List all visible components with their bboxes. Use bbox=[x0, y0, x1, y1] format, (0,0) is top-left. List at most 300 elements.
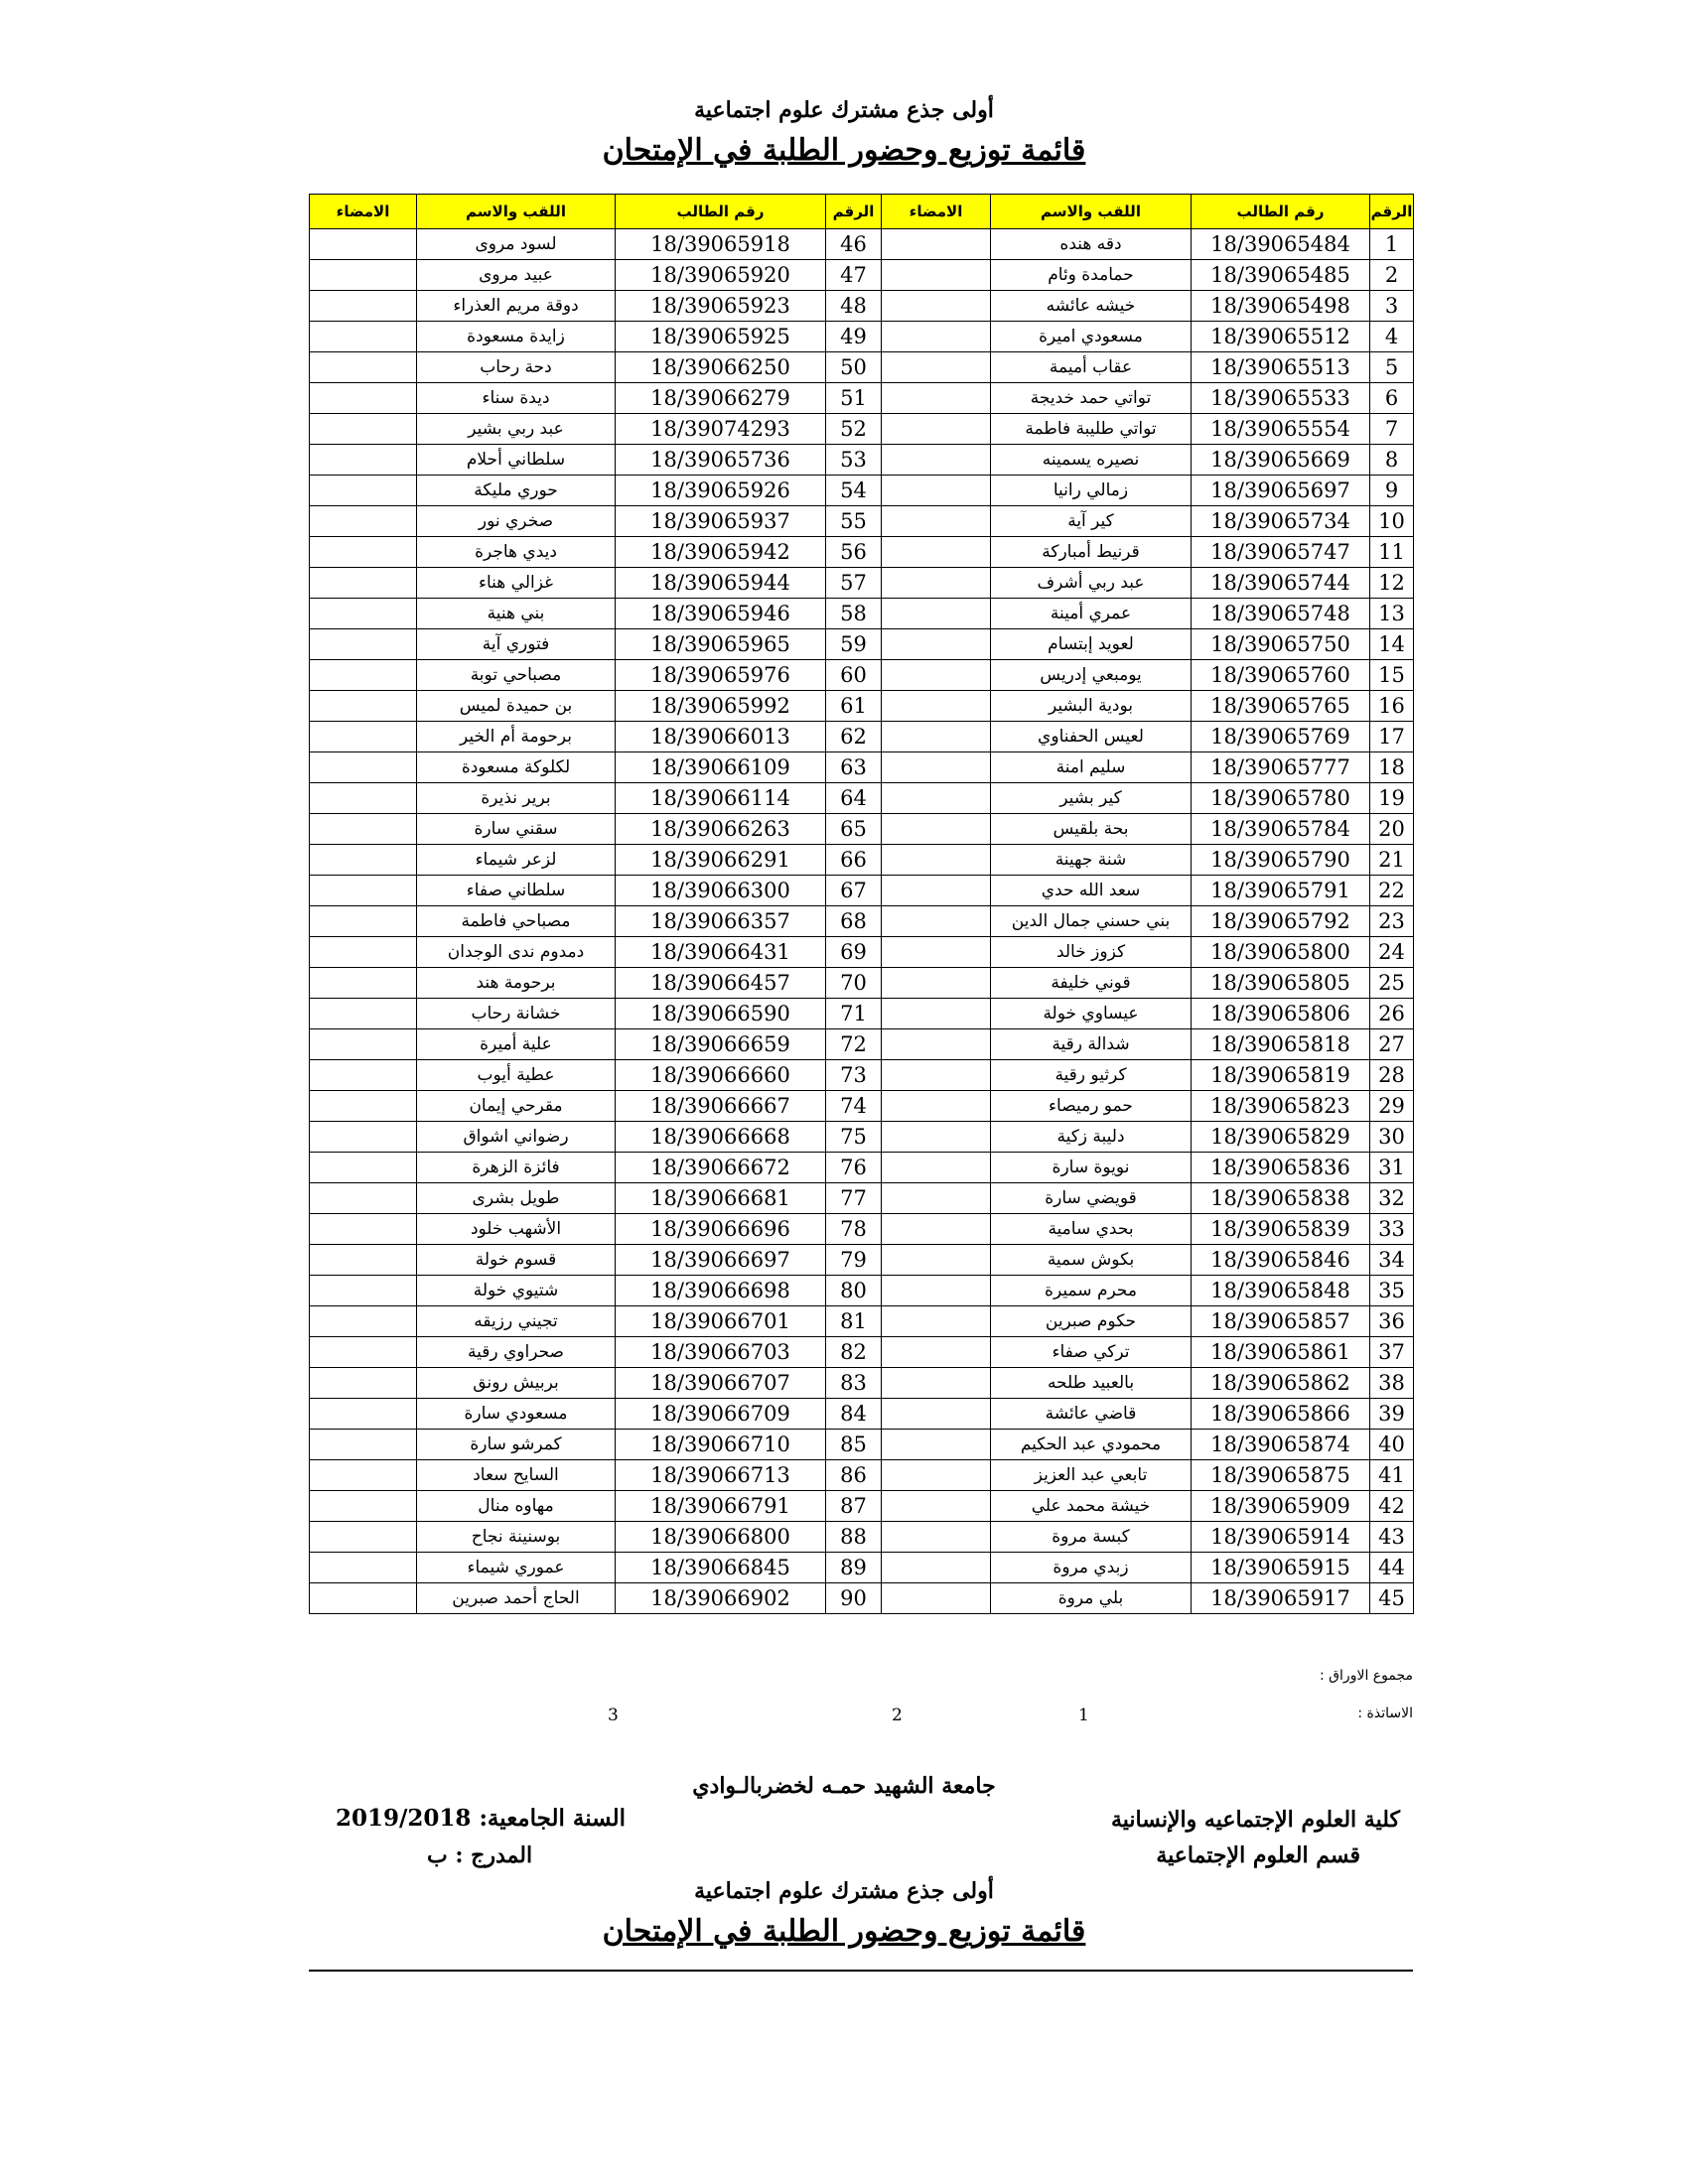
student-id: 18/39065917 bbox=[1192, 1583, 1370, 1614]
student-name: خشانة رحاب bbox=[417, 999, 616, 1029]
student-name: مصباحي فاطمة bbox=[417, 906, 616, 937]
signature-cell bbox=[310, 1306, 417, 1337]
student-name: بوسنينة نجاح bbox=[417, 1522, 616, 1553]
student-id: 18/39065823 bbox=[1192, 1091, 1370, 1122]
student-name: محمودي عبد الحكيم bbox=[991, 1430, 1192, 1460]
student-id: 18/39065744 bbox=[1192, 568, 1370, 599]
student-name: دحة رحاب bbox=[417, 352, 616, 383]
student-id: 18/39066590 bbox=[616, 999, 826, 1029]
table-row bbox=[310, 1306, 1414, 1337]
row-number: 62 bbox=[826, 722, 882, 752]
signature-cell bbox=[882, 1583, 991, 1614]
student-id: 18/39065976 bbox=[616, 660, 826, 691]
student-id: 18/39066709 bbox=[616, 1399, 826, 1430]
student-id: 18/39066114 bbox=[616, 783, 826, 814]
row-number: 19 bbox=[1370, 783, 1414, 814]
divider bbox=[309, 1970, 1413, 1972]
total-sheets-label: مجموع الاوراق : bbox=[1320, 1668, 1413, 1684]
student-name: بحدي سامية bbox=[991, 1214, 1192, 1245]
signature-cell bbox=[882, 1245, 991, 1276]
student-id: 18/39065750 bbox=[1192, 629, 1370, 660]
signature-cell bbox=[882, 1060, 991, 1091]
row-number: 66 bbox=[826, 845, 882, 876]
student-id: 18/39066659 bbox=[616, 1029, 826, 1060]
signature-cell bbox=[310, 1491, 417, 1522]
student-name: فتوري آية bbox=[417, 629, 616, 660]
signature-cell bbox=[310, 1060, 417, 1091]
student-name: رضواني اشواق bbox=[417, 1122, 616, 1153]
signature-cell bbox=[882, 752, 991, 783]
signature-cell bbox=[310, 1276, 417, 1306]
student-name: صخري نور bbox=[417, 506, 616, 537]
signature-cell bbox=[882, 1430, 991, 1460]
row-number: 23 bbox=[1370, 906, 1414, 937]
row-number: 22 bbox=[1370, 876, 1414, 906]
row-number: 59 bbox=[826, 629, 882, 660]
student-name: الحاج أحمد صبرين bbox=[417, 1583, 616, 1614]
table-row bbox=[310, 1029, 1414, 1060]
student-id: 18/39065923 bbox=[616, 291, 826, 322]
student-id: 18/39065736 bbox=[616, 445, 826, 476]
table-row bbox=[310, 352, 1414, 383]
row-number: 63 bbox=[826, 752, 882, 783]
table-row bbox=[310, 322, 1414, 352]
student-name: مسعودي اميرة bbox=[991, 322, 1192, 352]
row-number: 58 bbox=[826, 599, 882, 629]
signature-cell bbox=[310, 1183, 417, 1214]
signature-cell bbox=[882, 660, 991, 691]
table-row bbox=[310, 1399, 1414, 1430]
student-id: 18/39065818 bbox=[1192, 1029, 1370, 1060]
student-id: 18/39065846 bbox=[1192, 1245, 1370, 1276]
table-row bbox=[310, 506, 1414, 537]
signature-cell bbox=[310, 1368, 417, 1399]
table-row bbox=[310, 999, 1414, 1029]
row-number: 35 bbox=[1370, 1276, 1414, 1306]
row-number: 7 bbox=[1370, 414, 1414, 445]
student-id: 18/39066698 bbox=[616, 1276, 826, 1306]
signature-cell bbox=[310, 1337, 417, 1368]
student-id: 18/39066696 bbox=[616, 1214, 826, 1245]
table-row bbox=[310, 1368, 1414, 1399]
row-number: 40 bbox=[1370, 1430, 1414, 1460]
student-name: يومبعي إدريس bbox=[991, 660, 1192, 691]
signature-cell bbox=[310, 1583, 417, 1614]
table-row bbox=[310, 568, 1414, 599]
student-name: بلي مروة bbox=[991, 1583, 1192, 1614]
student-name: عيساوي خولة bbox=[991, 999, 1192, 1029]
row-number: 67 bbox=[826, 876, 882, 906]
page-title: قائمة توزيع وحضور الطلبة في الإمتحان bbox=[602, 133, 1086, 168]
student-id: 18/39066291 bbox=[616, 845, 826, 876]
exam-hall: المدرج : ب bbox=[427, 1843, 533, 1868]
university-name: جامعة الشهيد حمـه لخضربالـوادي bbox=[692, 1773, 996, 1799]
student-id: 18/39065909 bbox=[1192, 1491, 1370, 1522]
signature-cell bbox=[310, 599, 417, 629]
signature-cell bbox=[882, 1183, 991, 1214]
signature-cell bbox=[310, 352, 417, 383]
student-id: 18/39065784 bbox=[1192, 814, 1370, 845]
table-row bbox=[310, 783, 1414, 814]
row-number: 37 bbox=[1370, 1337, 1414, 1368]
signature-cell bbox=[310, 1153, 417, 1183]
student-id: 18/39065805 bbox=[1192, 968, 1370, 999]
signature-cell bbox=[310, 752, 417, 783]
row-number: 79 bbox=[826, 1245, 882, 1276]
signature-cell bbox=[310, 1430, 417, 1460]
student-name: لعويد إبتسام bbox=[991, 629, 1192, 660]
student-name: السايح سعاد bbox=[417, 1460, 616, 1491]
signature-cell bbox=[310, 722, 417, 752]
student-name: دمدوم ندى الوجدان bbox=[417, 937, 616, 968]
row-number: 36 bbox=[1370, 1306, 1414, 1337]
header-name: اللقب والاسم bbox=[991, 195, 1192, 229]
signature-cell bbox=[310, 291, 417, 322]
student-id: 18/39065915 bbox=[1192, 1553, 1370, 1583]
student-id: 18/39065734 bbox=[1192, 506, 1370, 537]
signature-cell bbox=[310, 383, 417, 414]
signature-cell bbox=[882, 1153, 991, 1183]
table-row bbox=[310, 906, 1414, 937]
student-id: 18/39066697 bbox=[616, 1245, 826, 1276]
row-number: 32 bbox=[1370, 1183, 1414, 1214]
row-number: 89 bbox=[826, 1553, 882, 1583]
signature-cell bbox=[310, 445, 417, 476]
signature-cell bbox=[310, 537, 417, 568]
student-name: الأشهب خلود bbox=[417, 1214, 616, 1245]
table-row bbox=[310, 814, 1414, 845]
row-number: 18 bbox=[1370, 752, 1414, 783]
student-id: 18/39065697 bbox=[1192, 476, 1370, 506]
row-number: 70 bbox=[826, 968, 882, 999]
student-name: بن حميدة لميس bbox=[417, 691, 616, 722]
table-row bbox=[310, 1553, 1414, 1583]
row-number: 65 bbox=[826, 814, 882, 845]
signature-cell bbox=[310, 1399, 417, 1430]
student-id: 18/39066013 bbox=[616, 722, 826, 752]
row-number: 29 bbox=[1370, 1091, 1414, 1122]
row-number: 3 bbox=[1370, 291, 1414, 322]
signature-cell bbox=[310, 1091, 417, 1122]
student-name: حمامدة وئام bbox=[991, 260, 1192, 291]
table-body bbox=[310, 229, 1414, 1614]
student-id: 18/39065836 bbox=[1192, 1153, 1370, 1183]
student-name: عطية أيوب bbox=[417, 1060, 616, 1091]
student-id: 18/39065866 bbox=[1192, 1399, 1370, 1430]
table-row bbox=[310, 1153, 1414, 1183]
signature-cell bbox=[882, 414, 991, 445]
row-number: 61 bbox=[826, 691, 882, 722]
student-id: 18/39065874 bbox=[1192, 1430, 1370, 1460]
table-row bbox=[310, 414, 1414, 445]
student-id: 18/39065848 bbox=[1192, 1276, 1370, 1306]
professor-number: 3 bbox=[608, 1706, 619, 1725]
student-id: 18/39066703 bbox=[616, 1337, 826, 1368]
row-number: 85 bbox=[826, 1430, 882, 1460]
signature-cell bbox=[882, 845, 991, 876]
row-number: 45 bbox=[1370, 1583, 1414, 1614]
student-id: 18/39065838 bbox=[1192, 1183, 1370, 1214]
row-number: 71 bbox=[826, 999, 882, 1029]
signature-cell bbox=[310, 906, 417, 937]
table-row bbox=[310, 1060, 1414, 1091]
row-number: 6 bbox=[1370, 383, 1414, 414]
student-name: تجيني رزيقه bbox=[417, 1306, 616, 1337]
signature-cell bbox=[882, 322, 991, 352]
student-id: 18/39065829 bbox=[1192, 1122, 1370, 1153]
row-number: 75 bbox=[826, 1122, 882, 1153]
signature-cell bbox=[310, 1460, 417, 1491]
student-name: بكوش سمية bbox=[991, 1245, 1192, 1276]
row-number: 1 bbox=[1370, 229, 1414, 260]
row-number: 44 bbox=[1370, 1553, 1414, 1583]
table-row bbox=[310, 476, 1414, 506]
student-name: صحراوي رقية bbox=[417, 1337, 616, 1368]
student-name: خيشة محمد علي bbox=[991, 1491, 1192, 1522]
table-header-row bbox=[310, 195, 1414, 229]
student-name: ديدي هاجرة bbox=[417, 537, 616, 568]
student-id: 18/39065513 bbox=[1192, 352, 1370, 383]
header-signature: الامضاء bbox=[882, 195, 991, 229]
student-name: سقني سارة bbox=[417, 814, 616, 845]
row-number: 10 bbox=[1370, 506, 1414, 537]
student-name: عبد ربي أشرف bbox=[991, 568, 1192, 599]
signature-cell bbox=[882, 1306, 991, 1337]
row-number: 57 bbox=[826, 568, 882, 599]
student-name: عبد ربي بشير bbox=[417, 414, 616, 445]
table-row bbox=[310, 383, 1414, 414]
signature-cell bbox=[310, 1522, 417, 1553]
header-student-id: رقم الطالب bbox=[1192, 195, 1370, 229]
table-row bbox=[310, 445, 1414, 476]
student-id: 18/39065512 bbox=[1192, 322, 1370, 352]
attendance-table bbox=[309, 194, 1414, 1614]
row-number: 87 bbox=[826, 1491, 882, 1522]
student-id: 18/39066845 bbox=[616, 1553, 826, 1583]
row-number: 55 bbox=[826, 506, 882, 537]
signature-cell bbox=[310, 568, 417, 599]
signature-cell bbox=[310, 691, 417, 722]
signature-cell bbox=[882, 1337, 991, 1368]
student-name: مقرحي إيمان bbox=[417, 1091, 616, 1122]
signature-cell bbox=[882, 599, 991, 629]
row-number: 51 bbox=[826, 383, 882, 414]
student-name: تركي صفاء bbox=[991, 1337, 1192, 1368]
student-name: فائزة الزهرة bbox=[417, 1153, 616, 1183]
student-name: دقه هنده bbox=[991, 229, 1192, 260]
student-id: 18/39065669 bbox=[1192, 445, 1370, 476]
signature-cell bbox=[310, 1553, 417, 1583]
professors-label: الاساتذة : bbox=[1357, 1706, 1413, 1721]
footer-subtitle: أولى جذع مشترك علوم اجتماعية bbox=[694, 1878, 994, 1904]
signature-cell bbox=[310, 1029, 417, 1060]
row-number: 9 bbox=[1370, 476, 1414, 506]
signature-cell bbox=[310, 229, 417, 260]
row-number: 25 bbox=[1370, 968, 1414, 999]
signature-cell bbox=[882, 476, 991, 506]
signature-cell bbox=[882, 1122, 991, 1153]
table-row bbox=[310, 1583, 1414, 1614]
student-name: زمالي رانيا bbox=[991, 476, 1192, 506]
row-number: 68 bbox=[826, 906, 882, 937]
student-name: شنة جهينة bbox=[991, 845, 1192, 876]
student-name: شتيوي خولة bbox=[417, 1276, 616, 1306]
signature-cell bbox=[882, 352, 991, 383]
signature-cell bbox=[310, 660, 417, 691]
table-row bbox=[310, 1430, 1414, 1460]
row-number: 49 bbox=[826, 322, 882, 352]
row-number: 48 bbox=[826, 291, 882, 322]
row-number: 60 bbox=[826, 660, 882, 691]
signature-cell bbox=[882, 1368, 991, 1399]
student-id: 18/39065769 bbox=[1192, 722, 1370, 752]
row-number: 64 bbox=[826, 783, 882, 814]
signature-cell bbox=[882, 722, 991, 752]
row-number: 17 bbox=[1370, 722, 1414, 752]
row-number: 80 bbox=[826, 1276, 882, 1306]
student-name: سعد الله حدي bbox=[991, 876, 1192, 906]
table-row bbox=[310, 1122, 1414, 1153]
table-row bbox=[310, 1491, 1414, 1522]
signature-cell bbox=[882, 383, 991, 414]
student-id: 18/39065765 bbox=[1192, 691, 1370, 722]
student-name: تواتي حمد خديجة bbox=[991, 383, 1192, 414]
student-id: 18/39065790 bbox=[1192, 845, 1370, 876]
table-row bbox=[310, 1337, 1414, 1368]
student-id: 18/39065498 bbox=[1192, 291, 1370, 322]
student-name: مسعودي سارة bbox=[417, 1399, 616, 1430]
table-row bbox=[310, 1245, 1414, 1276]
signature-cell bbox=[882, 1460, 991, 1491]
student-name: نويوة سارة bbox=[991, 1153, 1192, 1183]
student-name: قرنيط أمباركة bbox=[991, 537, 1192, 568]
header-name: اللقب والاسم bbox=[417, 195, 616, 229]
signature-cell bbox=[882, 506, 991, 537]
row-number: 34 bbox=[1370, 1245, 1414, 1276]
table-row bbox=[310, 629, 1414, 660]
professor-number: 2 bbox=[892, 1706, 903, 1725]
signature-cell bbox=[310, 629, 417, 660]
student-id: 18/39065800 bbox=[1192, 937, 1370, 968]
signature-cell bbox=[882, 876, 991, 906]
student-name: سلطاني أحلام bbox=[417, 445, 616, 476]
signature-cell bbox=[310, 1214, 417, 1245]
academic-year: السنة الجامعية: 2019/2018 bbox=[336, 1805, 627, 1832]
row-number: 90 bbox=[826, 1583, 882, 1614]
signature-cell bbox=[882, 906, 991, 937]
table-row bbox=[310, 660, 1414, 691]
signature-cell bbox=[882, 1399, 991, 1430]
student-name: شدالة رقية bbox=[991, 1029, 1192, 1060]
student-id: 18/39065965 bbox=[616, 629, 826, 660]
table-row bbox=[310, 876, 1414, 906]
student-id: 18/39065792 bbox=[1192, 906, 1370, 937]
row-number: 20 bbox=[1370, 814, 1414, 845]
table-row bbox=[310, 1214, 1414, 1245]
row-number: 56 bbox=[826, 537, 882, 568]
signature-cell bbox=[882, 1214, 991, 1245]
row-number: 88 bbox=[826, 1522, 882, 1553]
student-id: 18/39065944 bbox=[616, 568, 826, 599]
student-name: لزعر شيماء bbox=[417, 845, 616, 876]
student-name: لسود مروى bbox=[417, 229, 616, 260]
table-row bbox=[310, 1460, 1414, 1491]
student-name: دليبة زكية bbox=[991, 1122, 1192, 1153]
table-row bbox=[310, 1276, 1414, 1306]
student-id: 18/39066710 bbox=[616, 1430, 826, 1460]
signature-cell bbox=[882, 1491, 991, 1522]
student-name: كبسة مروة bbox=[991, 1522, 1192, 1553]
row-number: 82 bbox=[826, 1337, 882, 1368]
student-name: عمري أمينة bbox=[991, 599, 1192, 629]
row-number: 2 bbox=[1370, 260, 1414, 291]
signature-cell bbox=[310, 937, 417, 968]
row-number: 47 bbox=[826, 260, 882, 291]
student-name: قوني خليفة bbox=[991, 968, 1192, 999]
row-number: 77 bbox=[826, 1183, 882, 1214]
footer-title: قائمة توزيع وحضور الطلبة في الإمتحان bbox=[602, 1914, 1086, 1949]
row-number: 24 bbox=[1370, 937, 1414, 968]
student-id: 18/39065857 bbox=[1192, 1306, 1370, 1337]
signature-cell bbox=[310, 814, 417, 845]
signature-cell bbox=[882, 260, 991, 291]
student-id: 18/39065861 bbox=[1192, 1337, 1370, 1368]
student-name: قويضي سارة bbox=[991, 1183, 1192, 1214]
student-id: 18/39065485 bbox=[1192, 260, 1370, 291]
table-row bbox=[310, 937, 1414, 968]
student-id: 18/39065484 bbox=[1192, 229, 1370, 260]
signature-cell bbox=[310, 783, 417, 814]
row-number: 73 bbox=[826, 1060, 882, 1091]
table-row bbox=[310, 1091, 1414, 1122]
student-id: 18/39065780 bbox=[1192, 783, 1370, 814]
signature-cell bbox=[310, 260, 417, 291]
signature-cell bbox=[310, 1245, 417, 1276]
student-id: 18/39066701 bbox=[616, 1306, 826, 1337]
student-name: طويل بشرى bbox=[417, 1183, 616, 1214]
student-id: 18/39066431 bbox=[616, 937, 826, 968]
student-name: زايدة مسعودة bbox=[417, 322, 616, 352]
student-name: عبيد مروى bbox=[417, 260, 616, 291]
row-number: 28 bbox=[1370, 1060, 1414, 1091]
student-name: سلطاني صفاء bbox=[417, 876, 616, 906]
student-id: 18/39066791 bbox=[616, 1491, 826, 1522]
student-id: 18/39066279 bbox=[616, 383, 826, 414]
student-name: عموري شيماء bbox=[417, 1553, 616, 1583]
signature-cell bbox=[310, 1122, 417, 1153]
student-name: محرم سميرة bbox=[991, 1276, 1192, 1306]
student-id: 18/39065918 bbox=[616, 229, 826, 260]
header-signature: الامضاء bbox=[310, 195, 417, 229]
table-row bbox=[310, 845, 1414, 876]
row-number: 31 bbox=[1370, 1153, 1414, 1183]
table-row bbox=[310, 752, 1414, 783]
student-name: كزوز خالد bbox=[991, 937, 1192, 968]
signature-cell bbox=[882, 537, 991, 568]
table-row bbox=[310, 260, 1414, 291]
signature-cell bbox=[310, 506, 417, 537]
student-id: 18/39065914 bbox=[1192, 1522, 1370, 1553]
student-id: 18/39065926 bbox=[616, 476, 826, 506]
student-id: 18/39065533 bbox=[1192, 383, 1370, 414]
student-id: 18/39065554 bbox=[1192, 414, 1370, 445]
signature-cell bbox=[882, 291, 991, 322]
student-name: تابعي عبد العزيز bbox=[991, 1460, 1192, 1491]
signature-cell bbox=[882, 1091, 991, 1122]
student-name: قاضي عائشة bbox=[991, 1399, 1192, 1430]
student-id: 18/39066667 bbox=[616, 1091, 826, 1122]
student-id: 18/39065806 bbox=[1192, 999, 1370, 1029]
